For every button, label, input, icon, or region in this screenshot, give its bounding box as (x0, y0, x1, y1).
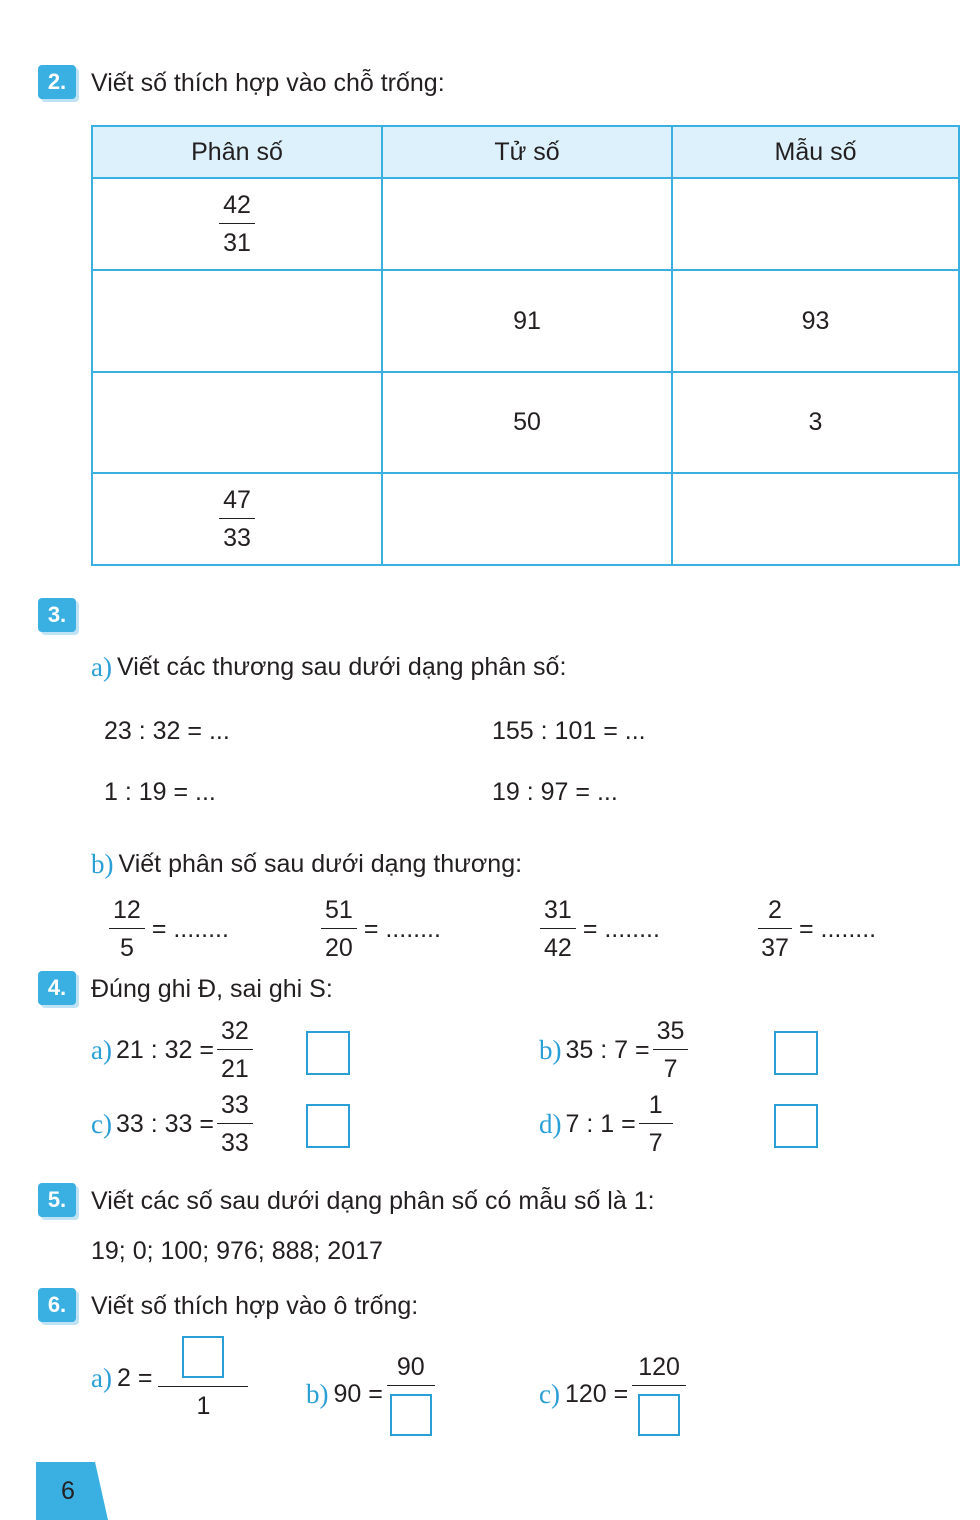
exercise-4-title: Đúng ghi Đ, sai ghi S: (91, 975, 333, 1003)
fraction (632, 1352, 686, 1436)
exercise-3-badge: 3. (38, 598, 76, 632)
fraction-denominator: 31 (223, 229, 251, 257)
quotient-item: 155 : 101 = ... (492, 717, 646, 745)
fraction-numerator: 51 (321, 895, 357, 929)
equation-item (306, 1352, 438, 1436)
number-list: 19; 0; 100; 976; 888; 2017 (91, 1237, 383, 1265)
fraction-denominator: 1 (196, 1392, 211, 1420)
fraction-denominator (390, 1386, 432, 1436)
fraction-numerator: 32 (217, 1016, 253, 1050)
fraction-numerator: 12 (109, 895, 145, 929)
fraction-numerator: 2 (758, 895, 792, 929)
exercise-5-title: Viết các số sau dưới dạng phân số có mẫu số là 1: (91, 1187, 655, 1215)
answer-blank[interactable]: = ........ (582, 914, 660, 943)
fraction-item (755, 895, 876, 963)
part-letter: c) (91, 1108, 112, 1139)
exercise-4-badge: 4. (38, 971, 76, 1005)
part-title: Viết các thương sau dưới dạng phân số: (116, 653, 567, 681)
true-false-item (539, 1016, 691, 1084)
fraction-numerator: 90 (387, 1352, 435, 1386)
part-letter: a) (91, 652, 112, 682)
fraction (219, 485, 255, 553)
fraction-denominator: 33 (223, 524, 251, 552)
fraction (653, 1016, 689, 1084)
division-expression: 21 : 32 = (115, 1035, 214, 1064)
table-header-row (92, 126, 959, 178)
fraction-denominator: 5 (119, 934, 134, 962)
header-numerator: Tử số (382, 126, 672, 178)
fraction-denominator (638, 1386, 680, 1436)
fraction (321, 895, 357, 963)
answer-blank[interactable]: = ........ (799, 914, 877, 943)
quotient-item: 1 : 19 = ... (104, 778, 216, 806)
denominator-input-box[interactable] (638, 1394, 680, 1436)
numerator-cell[interactable] (382, 178, 672, 270)
answer-checkbox[interactable] (774, 1104, 818, 1148)
part-letter: c) (539, 1378, 560, 1409)
denominator-input-box[interactable] (390, 1394, 432, 1436)
answer-checkbox[interactable] (306, 1031, 350, 1075)
exercise-3a-title (91, 652, 566, 683)
equation-lhs: 120 = (564, 1379, 629, 1408)
exercise-6-title: Viết số thích hợp vào ô trống: (91, 1292, 419, 1320)
division-expression: 7 : 1 = (565, 1109, 636, 1138)
fraction-denominator: 7 (663, 1055, 678, 1083)
fraction (109, 895, 145, 963)
part-letter: b) (306, 1378, 329, 1409)
exercise-2-badge: 2. (38, 65, 76, 99)
fraction (758, 895, 792, 963)
division-expression: 33 : 33 = (115, 1109, 214, 1138)
fraction-item (537, 895, 660, 963)
part-letter: b) (539, 1034, 562, 1065)
fraction-numerator: 31 (540, 895, 576, 929)
exercise-6-badge: 6. (38, 1288, 76, 1322)
true-false-item (91, 1090, 256, 1158)
fraction (639, 1090, 673, 1158)
part-letter: a) (91, 1363, 112, 1393)
answer-checkbox[interactable] (774, 1031, 818, 1075)
denominator-cell[interactable] (672, 178, 959, 270)
fraction-numerator (158, 1336, 248, 1387)
true-false-item (91, 1016, 256, 1084)
table-row (92, 270, 959, 372)
exercise-2-title: Viết số thích hợp vào chỗ trống: (91, 69, 445, 97)
division-expression: 35 : 7 = (565, 1035, 650, 1064)
fraction (217, 1090, 253, 1158)
table-row (92, 178, 959, 270)
fraction-numerator: 33 (217, 1090, 253, 1124)
fraction-item (106, 895, 229, 963)
numerator-cell: 50 (382, 372, 672, 473)
part-letter: b) (91, 849, 114, 879)
page-number: 6 (61, 1476, 75, 1505)
fraction-numerator: 47 (219, 485, 255, 519)
exercise-5-badge: 5. (38, 1183, 76, 1217)
equation-item (539, 1352, 689, 1436)
table-row (92, 372, 959, 473)
quotient-item: 19 : 97 = ... (492, 778, 618, 806)
fraction-denominator: 37 (761, 934, 789, 962)
answer-blank[interactable]: = ........ (363, 914, 441, 943)
fraction-denominator: 33 (220, 1129, 249, 1157)
numerator-input-box[interactable] (182, 1336, 224, 1378)
numerator-cell: 91 (382, 270, 672, 372)
denominator-cell: 93 (672, 270, 959, 372)
equation-lhs: 2 = (116, 1364, 153, 1392)
fraction-numerator: 120 (632, 1352, 686, 1386)
fraction (158, 1336, 248, 1421)
fraction-denominator: 20 (325, 934, 353, 962)
numerator-cell[interactable] (382, 473, 672, 565)
answer-checkbox[interactable] (306, 1104, 350, 1148)
quotient-item: 23 : 32 = ... (104, 717, 230, 745)
fraction (219, 190, 255, 258)
fraction-numerator: 35 (653, 1016, 689, 1050)
fraction-cell (92, 473, 382, 565)
fraction-denominator: 7 (648, 1129, 663, 1157)
denominator-cell: 3 (672, 372, 959, 473)
exercise-3b-title (91, 849, 522, 880)
fraction-numerator: 1 (639, 1090, 673, 1124)
fraction (217, 1016, 253, 1084)
fraction-table (91, 125, 960, 566)
fraction (540, 895, 576, 963)
part-letter: d) (539, 1108, 562, 1139)
fraction-numerator: 42 (219, 190, 255, 224)
fraction-denominator: 21 (220, 1055, 249, 1083)
header-denominator: Mẫu số (672, 126, 959, 178)
header-fraction: Phân số (92, 126, 382, 178)
fraction-cell[interactable] (92, 270, 382, 372)
table-row (92, 473, 959, 565)
fraction-denominator: 42 (544, 934, 572, 962)
fraction-cell[interactable] (92, 372, 382, 473)
answer-blank[interactable]: = ........ (151, 914, 229, 943)
equation-item (91, 1336, 251, 1421)
true-false-item (539, 1090, 676, 1158)
part-letter: a) (91, 1034, 112, 1065)
fraction-item (318, 895, 441, 963)
part-title: Viết phân số sau dưới dạng thương: (118, 850, 523, 878)
fraction-cell (92, 178, 382, 270)
denominator-cell[interactable] (672, 473, 959, 565)
equation-lhs: 90 = (333, 1379, 383, 1408)
fraction (387, 1352, 435, 1436)
